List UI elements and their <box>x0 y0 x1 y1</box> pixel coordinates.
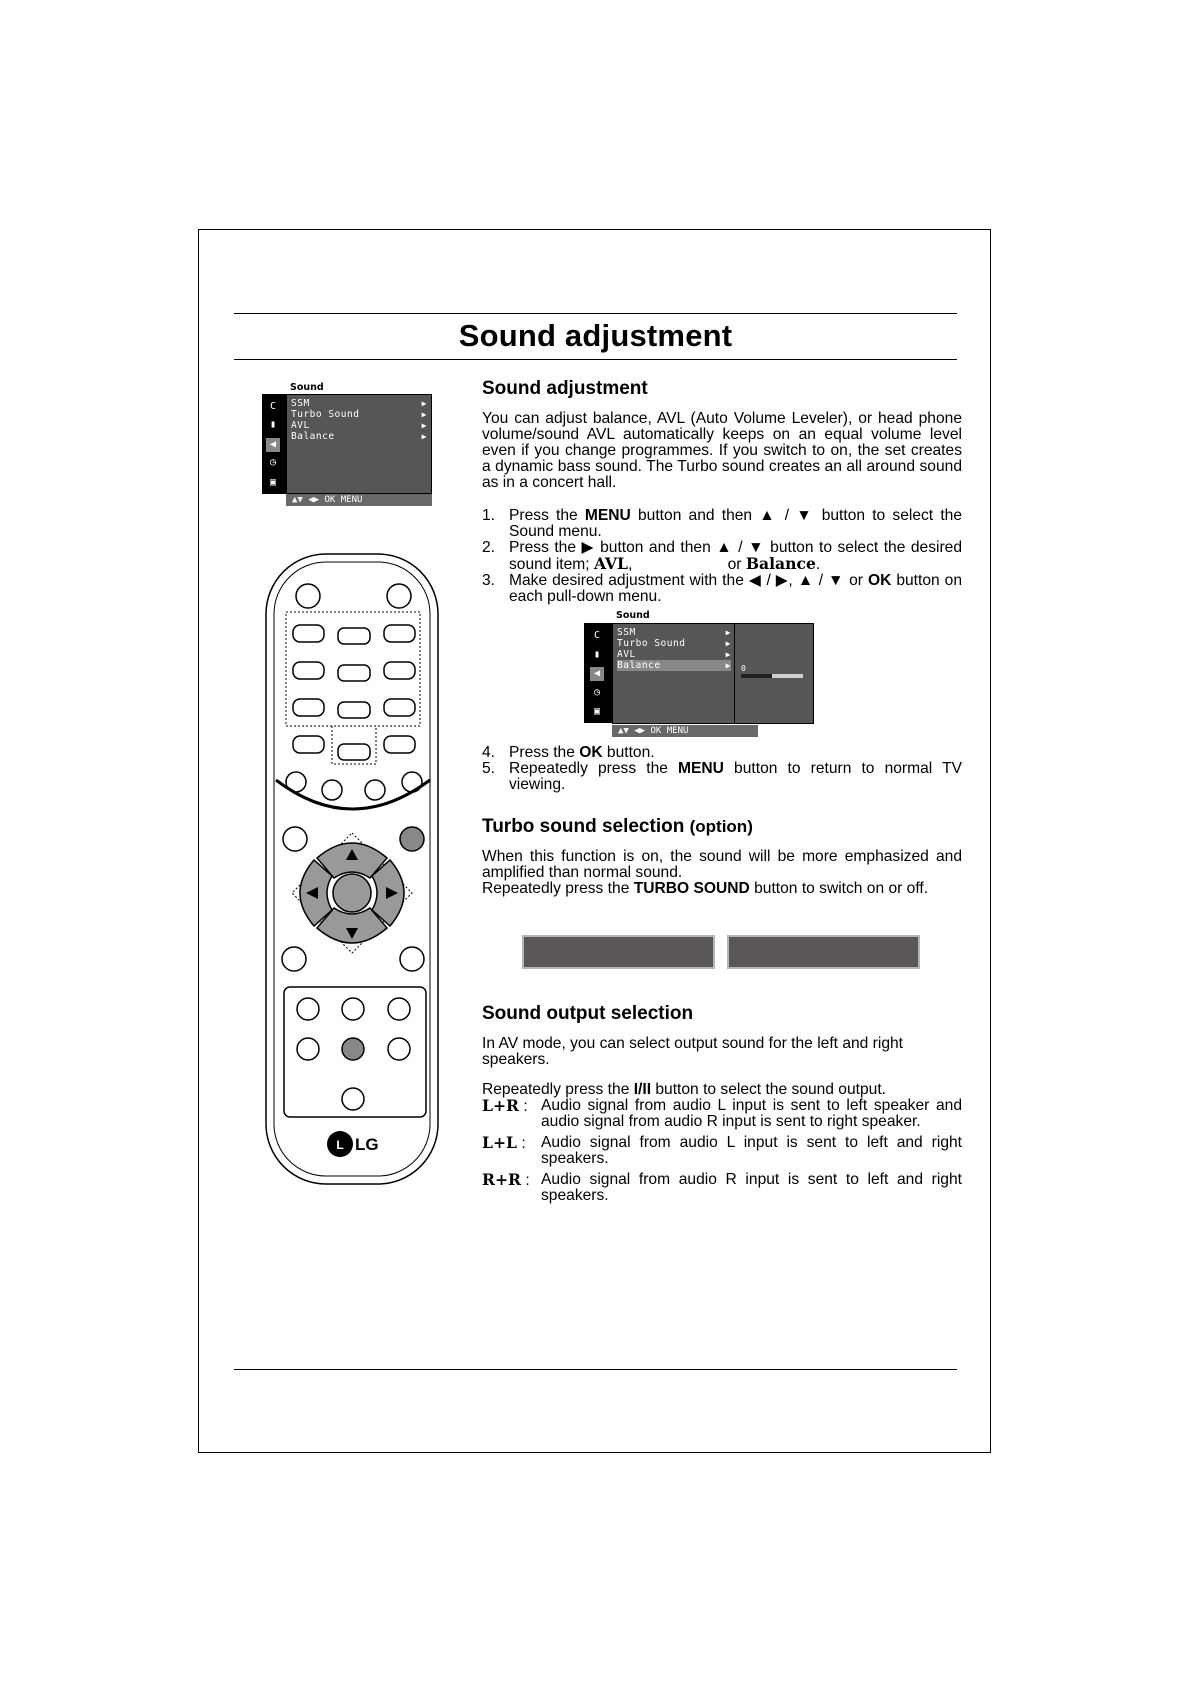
steps-list-a <box>482 508 962 605</box>
osd-icon-strip <box>262 394 286 494</box>
speaker-icon: ◀ <box>590 667 604 681</box>
osd-icon-strip <box>584 623 612 723</box>
clock-icon: ◷ <box>269 457 277 468</box>
osd-item-turbo-sound: Turbo Sound ▶ <box>291 409 427 420</box>
balance-value: 0 <box>741 664 746 673</box>
definition-row: R+R : Audio signal from audio R input is sent to left and right speakers. <box>482 1170 962 1204</box>
section-sound-adjustment <box>482 378 962 605</box>
page-title: Sound adjustment <box>458 318 733 353</box>
osd-item-balance: Balance ▶ <box>291 431 427 442</box>
tv-av-button <box>387 584 411 608</box>
output-definitions <box>482 1098 962 1204</box>
osd-item-avl: AVL ▶ <box>617 649 731 660</box>
balance-submenu <box>734 623 814 724</box>
osd-footer: ▲▼ ◀▶ OK MENU <box>286 494 432 506</box>
intro-paragraph: You can adjust balance, AVL (Auto Volume Leveler), or head phone volume/sound AVL automatically keeps on an equal volume level even if you change programmes. If you switch to on, the set creates a dynamic bass sound. The Turbo sound creates an all around sound as in a concert hall. <box>482 410 962 491</box>
definition-row: L+L : Audio signal from audio L input is sent to left and right speakers. <box>482 1133 962 1167</box>
section-heading: Turbo sound selection (option) <box>482 816 753 837</box>
section-heading: Sound output selection <box>482 1003 694 1024</box>
turbo-instruction: Repeatedly press the TURBO SOUND button to switch on or off. <box>482 880 929 897</box>
balance-slider-track <box>741 674 803 678</box>
osd-panel <box>286 394 432 494</box>
steps-list-b <box>482 745 962 793</box>
turbo-on-bar <box>727 935 920 969</box>
osd-footer: ▲▼ ◀▶ OK MENU <box>612 725 758 737</box>
lock-icon: ▣ <box>593 706 601 717</box>
clock-icon: ◷ <box>593 687 601 698</box>
picture-icon: ▮ <box>269 419 277 430</box>
top-rule <box>234 313 957 314</box>
step-2: 2. Press the ▶ button and then ▲ / ▼ button to select the desired sound item; AVL, or Balance. <box>482 539 962 573</box>
osd-item-ssm: SSM ▶ <box>291 398 427 409</box>
speaker-icon: ◀ <box>266 438 280 452</box>
title-rule <box>234 359 957 360</box>
remote-control <box>262 548 442 1193</box>
turbo-off-bar <box>522 935 715 969</box>
osd-item-turbo-sound: Turbo Sound ▶ <box>617 638 731 649</box>
channel-icon: C <box>593 630 601 641</box>
output-paragraph: In AV mode, you can select output sound for the left and right speakers. <box>482 1035 904 1068</box>
osd-title: Sound <box>616 610 650 621</box>
osd-sound-menu-small <box>262 382 432 508</box>
osd-item-ssm: SSM ▶ <box>617 627 731 638</box>
balance-slider-fill <box>741 674 772 678</box>
section-turbo-sound <box>482 816 962 897</box>
osd-panel <box>612 623 736 724</box>
osd-item-avl: AVL ▶ <box>291 420 427 431</box>
lock-icon: ▣ <box>269 477 277 488</box>
step-5: 5. Repeatedly press the MENU button to return to normal TV viewing. <box>482 760 963 793</box>
remote-brand-logo: LG <box>355 1135 379 1154</box>
output-instruction: Repeatedly press the I/II button to select the sound output. <box>482 1081 886 1098</box>
channel-icon: C <box>269 401 277 412</box>
picture-icon: ▮ <box>593 649 601 660</box>
definition-row: L+R : Audio signal from audio L input is sent to left speaker and audio signal from audio R input is sent to right speaker. <box>482 1096 962 1130</box>
step-3: 3. Make desired adjustment with the ◀ / ▶, ▲ / ▼ or OK button on each pull-down menu. <box>482 572 962 605</box>
step-4: 4. Press the OK button. <box>482 744 655 761</box>
section-heading: Sound adjustment <box>482 378 648 399</box>
osd-title: Sound <box>290 382 324 393</box>
turbo-paragraph: When this function is on, the sound will be more emphasized and amplified than normal sound. <box>482 848 962 881</box>
osd-sound-menu-large <box>584 610 832 738</box>
step-1: 1. Press the MENU button and then ▲ / ▼ button to select the Sound menu. <box>482 507 962 540</box>
bottom-rule <box>234 1369 957 1370</box>
osd-item-balance: Balance ▶ <box>617 660 731 671</box>
power-button <box>296 584 320 608</box>
section-sound-output <box>482 1003 962 1204</box>
svg-text:L: L <box>336 1138 344 1152</box>
